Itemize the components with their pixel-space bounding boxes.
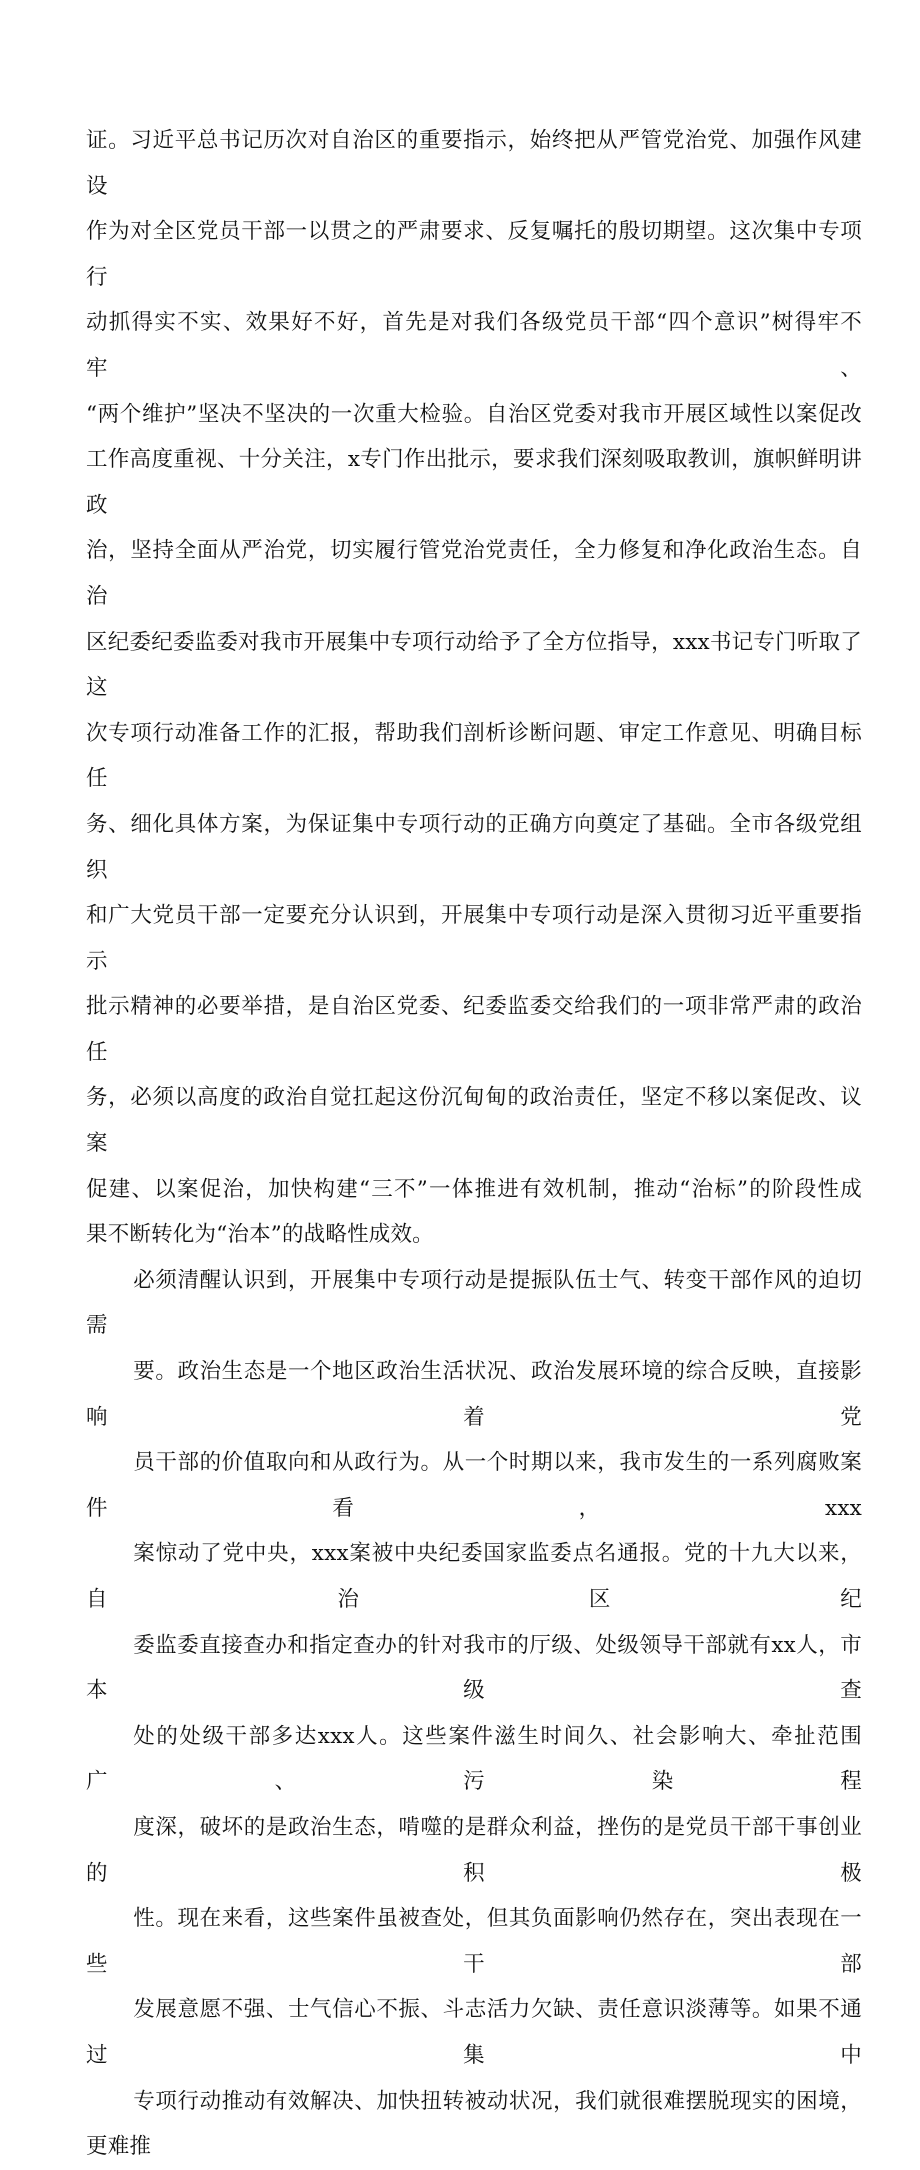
text-line: 要。政治生态是一个地区政治生活状况、政治发展环境的综合反映，直接影响着党 bbox=[86, 1359, 862, 1430]
document-page bbox=[86, 118, 862, 2170]
text-line: 果不断转化为“治本”的战略性成效。 bbox=[86, 1222, 434, 1248]
text-line: 治，坚持全面从严治党，切实履行管党治党责任，全力修复和净化政治生态。自治 bbox=[86, 538, 862, 609]
text-line: 委监委直接查办和指定查办的针对我市的厅级、处级领导干部就有xx人，市本级查 bbox=[86, 1632, 862, 1704]
text-line: “两个维护”坚决不坚决的一次重大检验。自治区党委对我市开展区域性以案促改 bbox=[86, 401, 862, 427]
text-line: 证。习近平总书记历次对自治区的重要指示，始终把从严管党治党、加强作风建设 bbox=[86, 128, 862, 199]
text-line: 必须清醒认识到，开展集中专项行动是提振队伍士气、转变干部作风的迫切需 bbox=[86, 1267, 862, 1339]
text-line: 员干部的价值取向和从政行为。从一个时期以来，我市发生的一系列腐败案件看，xxx bbox=[86, 1450, 862, 1521]
text-line: 案惊动了党中央，xxx案被中央纪委国家监委点名通报。党的十九大以来，自治区纪 bbox=[86, 1541, 862, 1612]
text-line: 度深，破坏的是政治生态，啃噬的是群众利益，挫伤的是党员干部干事创业的积极 bbox=[86, 1814, 862, 1886]
text-line: 和广大党员干部一定要充分认识到，开展集中专项行动是深入贯彻习近平重要指示 bbox=[86, 903, 862, 974]
text-line: 务，必须以高度的政治自觉扛起这份沉甸甸的政治责任，坚定不移以案促改、议案 bbox=[86, 1085, 862, 1157]
text-line: 作为对全区党员干部一以贯之的严肃要求、反复嘱托的殷切期望。这次集中专项行 bbox=[86, 219, 862, 290]
text-line: 处的处级干部多达xxx人。这些案件滋生时间久、社会影响大、牵扯范围广、污染程 bbox=[86, 1723, 862, 1795]
text-line: 促建、以案促治，加快构建“三不”一体推进有效机制，推动“治标”的阶段性成 bbox=[86, 1176, 862, 1202]
text-line: 专项行动推动有效解决、加快扭转被动状况，我们就很难摆脱现实的困境，更难推 bbox=[86, 2088, 862, 2160]
text-line: 发展意愿不强、士气信心不振、斗志活力欠缺、责任意识淡薄等。如果不通过集中 bbox=[86, 1997, 862, 2068]
text-line: 务、细化具体方案，为保证集中专项行动的正确方向奠定了基础。全市各级党组织 bbox=[86, 811, 862, 883]
paragraph bbox=[86, 118, 862, 1258]
text-line: 性。现在来看，这些案件虽被查处，但其负面影响仍然存在，突出表现在一些干部 bbox=[86, 1906, 862, 1977]
text-line: 工作高度重视、十分关注，x专门作出批示，要求我们深刻吸取教训，旗帜鲜明讲政 bbox=[86, 447, 862, 518]
text-line: 动抓得实不实、效果好不好，首先是对我们各级党员干部“四个意识”树得牢不牢、 bbox=[86, 310, 862, 381]
text-line: 批示精神的必要举措，是自治区党委、纪委监委交给我们的一项非常严肃的政治任 bbox=[86, 994, 862, 1065]
paragraph bbox=[86, 1258, 862, 2170]
text-line: 区纪委纪委监委对我市开展集中专项行动给予了全方位指导，xxx书记专门听取了这 bbox=[86, 629, 862, 701]
text-line: 次专项行动准备工作的汇报，帮助我们剖析诊断问题、审定工作意见、明确目标任 bbox=[86, 720, 862, 792]
